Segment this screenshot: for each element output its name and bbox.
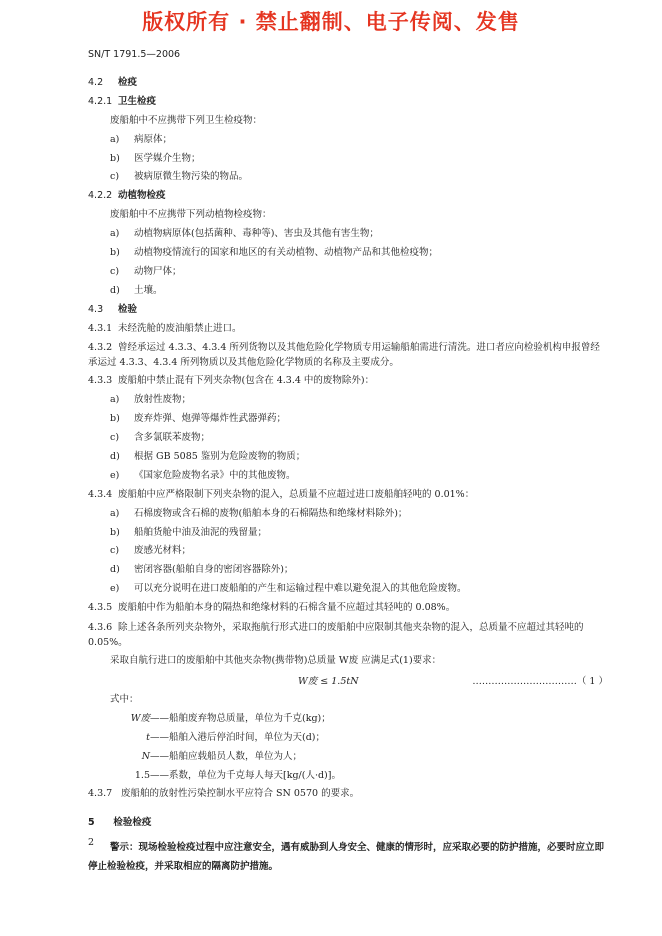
list-item-text: 放射性废物；: [134, 394, 192, 406]
clause-number: 4.3.5: [88, 602, 113, 614]
clause-number: 4.3.3: [88, 375, 113, 387]
list-item: [88, 469, 608, 488]
definition-text: ——船舶废弃物总质量，单位为千克(kg)；: [150, 712, 331, 724]
list-marker: d): [110, 284, 120, 296]
copyright-banner: 版权所有 · 禁止翻制、电子传阅、发售: [142, 10, 520, 34]
list-item-text: 病原体；: [134, 133, 173, 145]
list-marker: b): [110, 152, 120, 164]
list-item-text: 船舶货舱中油及油泥的残留量；: [134, 526, 268, 538]
formula-expression: W废 ≤ 1.5tN: [298, 675, 359, 687]
clause-heading: [88, 189, 608, 208]
clause-4-3-7: [88, 787, 608, 806]
list-marker: c): [110, 545, 120, 557]
list-item: [88, 265, 608, 284]
definition-item: [88, 712, 608, 731]
section-title: 检验检疫: [113, 817, 152, 829]
definition-symbol: 1.5: [134, 769, 150, 781]
definition-symbol: t: [146, 731, 150, 743]
definition-list: [88, 712, 608, 788]
definition-text: ——系数，单位为千克每人每天[kg/(人·d)]。: [150, 769, 341, 781]
clause-body: 除上述各条所列夹杂物外，采取拖航行形式进口的废船舶中应限制其他夹杂物的混入，总质量不应超过其轻吨的 0.05%。: [88, 622, 584, 649]
paragraph: 采取自航行进口的废船舶中其他夹杂物(携带物)总质量 W废 应满足式(1)要求：: [110, 655, 442, 667]
clause-text: [88, 620, 608, 650]
list-item-text: 废弃炸弹、炮弹等爆炸性武器弹药；: [134, 413, 287, 425]
list-marker: a): [110, 394, 120, 406]
clause-heading: [88, 76, 608, 95]
list-item: [88, 582, 608, 601]
list-item-text: 根据 GB 5085 鉴别为危险废物的物质；: [134, 451, 306, 463]
list-item: [88, 170, 608, 189]
list-item-text: 废感光材料；: [134, 545, 192, 557]
document-body: [88, 76, 608, 876]
clause-number: 4.3: [88, 303, 104, 315]
list-item: [88, 412, 608, 431]
list-item-text: 土壤。: [134, 284, 163, 296]
list-item: [88, 246, 608, 265]
list-item: [88, 431, 608, 450]
clause: [88, 340, 608, 370]
list-marker: c): [110, 265, 120, 277]
list-item: [88, 284, 608, 303]
clause-text: [88, 340, 608, 370]
clause-number: 4.2.1: [88, 95, 113, 107]
list-marker: c): [110, 171, 120, 183]
clause-text: 废船舶中作为船舶本身的隔热和绝缘材料的石棉含量不应超过其轻吨的 0.08%。: [118, 602, 456, 614]
list-marker: e): [110, 583, 120, 595]
list-item: [88, 450, 608, 469]
clause-number: 4.3.7: [88, 788, 113, 800]
definition-text: ——船舶入港后停泊时间，单位为天(d)；: [150, 731, 325, 743]
clause-body: 曾经承运过 4.3.3、4.3.4 所列货物以及其他危险化学物质专用运输船舶需进行清洗。进口者应向检验机构申报曾经承运过 4.3.3、4.3.4 所列物质以及其他危险化学物质的名称及主要成分。: [88, 342, 600, 369]
list-marker: b): [110, 413, 120, 425]
formula-line: [88, 673, 608, 693]
list-marker: d): [110, 451, 120, 463]
clause-title: 动植物检疫: [118, 190, 166, 202]
list-marker: b): [110, 247, 120, 259]
list-item: [88, 507, 608, 526]
definition-item: [88, 750, 608, 769]
clause: [88, 601, 608, 620]
section-heading: [88, 814, 608, 836]
list-item-text: 石棉废物或含石棉的废物(船舶本身的石棉隔热和绝缘材料除外)；: [134, 507, 408, 519]
list-marker: a): [110, 228, 120, 240]
list-item: [88, 393, 608, 412]
definition-item: [88, 769, 608, 788]
paragraph: 废船舶中不应携带下列卫生检疫物：: [110, 114, 263, 126]
list-marker: a): [110, 133, 120, 145]
list-marker: d): [110, 564, 120, 576]
clause-text: 废船舶中应严格限制下列夹杂物的混入，总质量不应超过进口废船舶轻吨的 0.01%：: [118, 488, 475, 500]
clause-text: 废船舶的放射性污染控制水平应符合 SN 0570 的要求。: [121, 788, 360, 800]
clause-heading: [88, 303, 608, 322]
definition-item: [88, 731, 608, 750]
clause-number: 4.2.2: [88, 190, 113, 202]
list-item-text: 含多氯联苯废物；: [134, 432, 211, 444]
clause-number: 4.3.2: [88, 342, 113, 354]
clause: [88, 488, 608, 507]
clause-number: 4.3.1: [88, 322, 113, 334]
clause-number: 4.3.6: [88, 622, 113, 634]
list-item: [88, 563, 608, 582]
page-number: 2: [88, 837, 95, 848]
list-marker: c): [110, 432, 120, 444]
list-item-text: 《国家危险废物名录》中的其他废物。: [134, 469, 296, 481]
list-item: [88, 544, 608, 563]
standard-code: SN/T 1791.5—2006: [88, 49, 181, 60]
list-item: [88, 227, 608, 246]
formula-number: ……………………………（ 1 ）: [472, 675, 608, 687]
list-item-text: 被病原微生物污染的物品。: [134, 171, 249, 183]
list-item-text: 医学媒介生物；: [134, 152, 201, 164]
definition-text: ——船舶应载船员人数，单位为人；: [150, 750, 303, 762]
clause-text: 废船舶中禁止混有下列夹杂物(包含在 4.3.4 中的废物除外)：: [118, 375, 375, 387]
definition-symbol: N: [141, 750, 150, 762]
list-item-text: 密闭容器(船舶自身的密闭容器除外)；: [134, 564, 294, 576]
clause-number: 4.3.4: [88, 488, 113, 500]
clause-number: 4.2: [88, 77, 104, 88]
list-marker: b): [110, 526, 120, 538]
warning-note: 警示：现场检验检疫过程中应注意安全，遇有威胁到人身安全、健康的情形时，应采取必要的防护措施，必要时应立即停止检验检疫，并采取相应的隔离防护措施。: [88, 842, 605, 873]
list-item-text: 可以充分说明在进口废船舶的产生和运输过程中难以避免混入的其他危险废物。: [134, 583, 467, 595]
clause-list: [88, 76, 608, 673]
list-item: [88, 152, 608, 171]
clause-title: 检疫: [118, 77, 138, 88]
where-label: 式中：: [110, 693, 139, 705]
list-marker: e): [110, 469, 120, 481]
list-marker: a): [110, 507, 120, 519]
clause: [88, 620, 608, 650]
clause: [88, 374, 608, 393]
clause: [88, 322, 608, 341]
clause-title: 检验: [118, 303, 138, 315]
list-item: [88, 133, 608, 152]
list-item-text: 动植物病原体(包括菌种、毒种等)、害虫及其他有害生物；: [134, 228, 379, 240]
paragraph: 废船舶中不应携带下列动植物检疫物：: [110, 209, 272, 221]
section-number: 5: [88, 817, 95, 829]
clause-text: 未经洗舱的废油船禁止进口。: [118, 322, 242, 334]
list-item-text: 动植物疫情流行的国家和地区的有关动植物、动植物产品和其他检疫物；: [134, 247, 439, 259]
clause-heading: [88, 95, 608, 114]
clause-title: 卫生检疫: [118, 95, 157, 107]
list-item-text: 动物尸体；: [134, 265, 182, 277]
definition-symbol: W废: [130, 712, 150, 724]
list-item: [88, 526, 608, 545]
